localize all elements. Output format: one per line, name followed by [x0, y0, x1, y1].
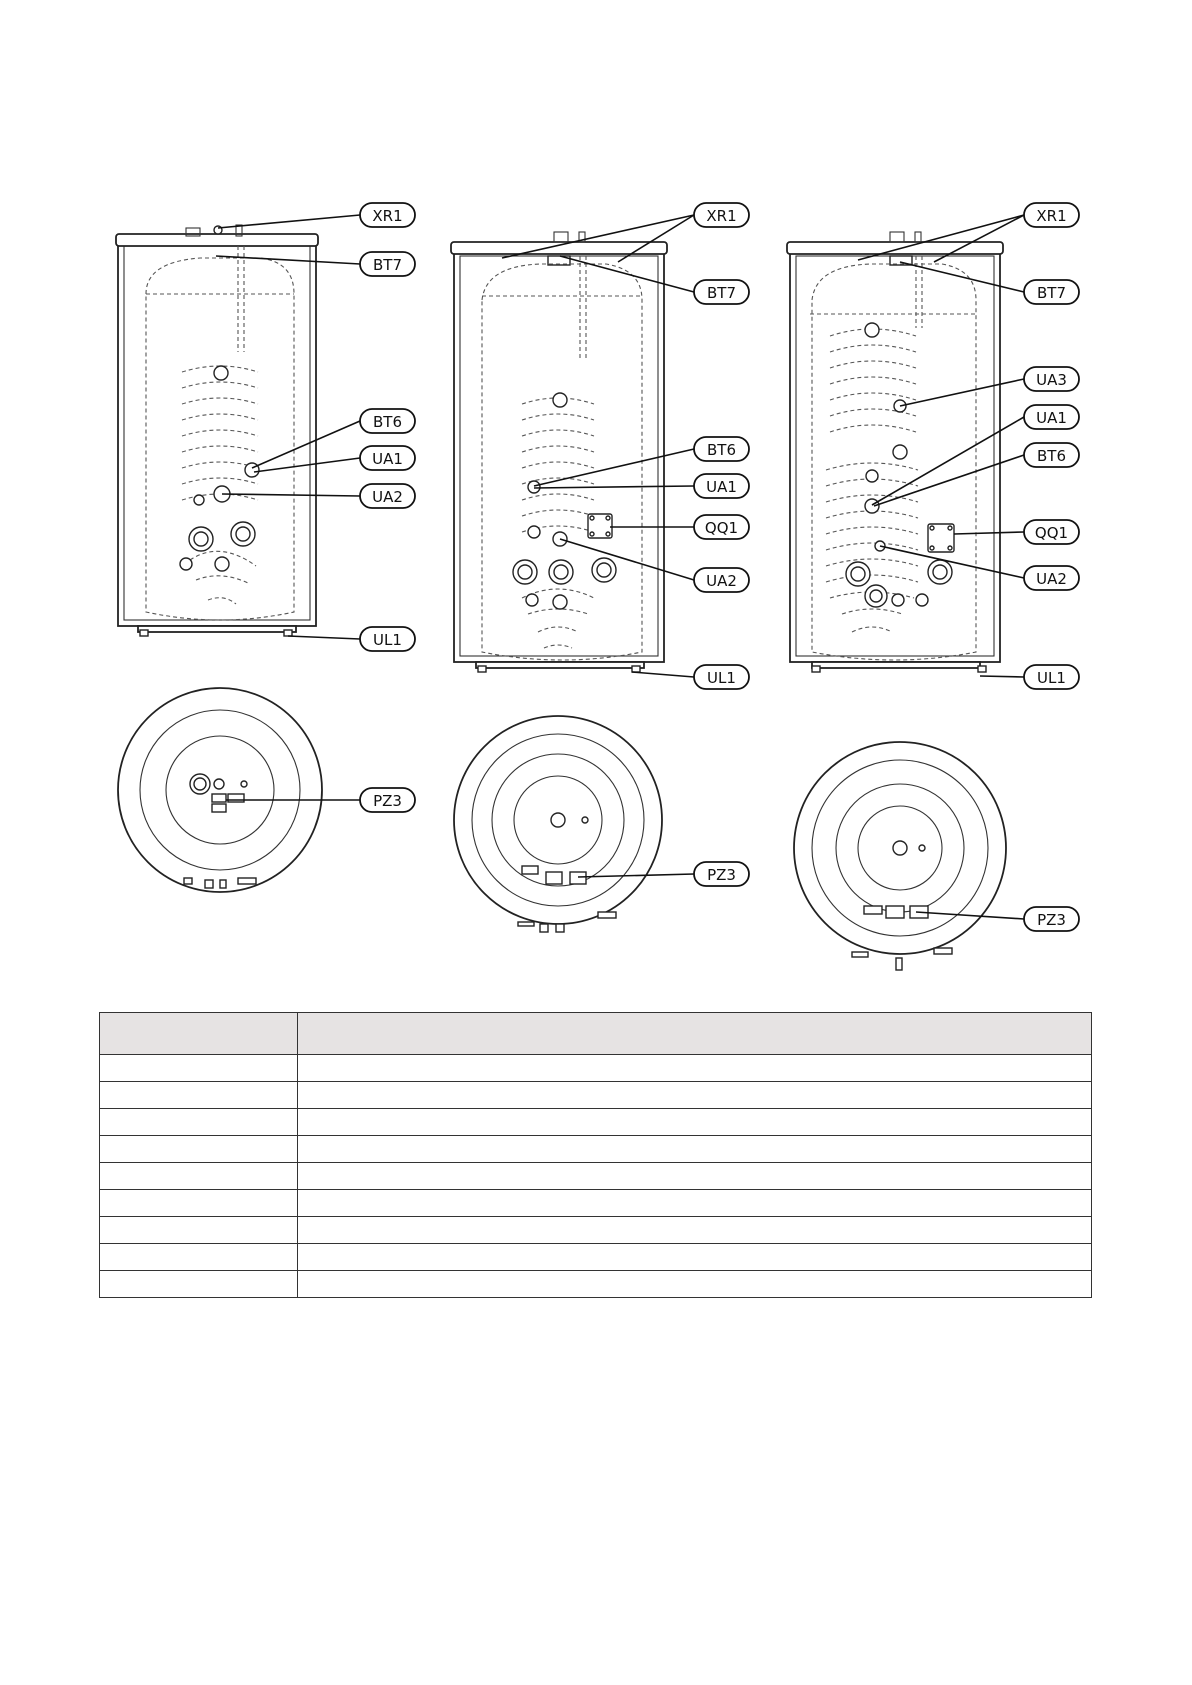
- table-row: [100, 1136, 1092, 1163]
- svg-text:BT6: BT6: [1037, 447, 1066, 465]
- table-row: [100, 1109, 1092, 1136]
- legend-header-cell-2: [298, 1013, 1092, 1055]
- label-ua1-tank-1: [360, 446, 415, 470]
- legend-cell-code: [100, 1055, 298, 1082]
- legend-cell-code: [100, 1190, 298, 1217]
- tank-1-top-view: [118, 688, 322, 892]
- legend-cell-code: [100, 1082, 298, 1109]
- legend-cell-code: [100, 1244, 298, 1271]
- legend-cell-description: [298, 1109, 1092, 1136]
- legend-table: [99, 1012, 1092, 1298]
- legend-cell-description: [298, 1271, 1092, 1298]
- svg-text:UA2: UA2: [706, 572, 737, 590]
- label-ul1-tank-3: [1024, 665, 1079, 689]
- tank-2-front-view: [451, 232, 667, 672]
- legend-header-row: [100, 1013, 1092, 1055]
- table-row: [100, 1055, 1092, 1082]
- legend-cell-description: [298, 1082, 1092, 1109]
- label-bt7-tank-1: [360, 252, 415, 276]
- label-xr1-tank-3: [1024, 203, 1079, 227]
- tank-1-front-view: [116, 225, 318, 636]
- svg-text:BT7: BT7: [707, 284, 736, 302]
- legend-cell-code: [100, 1163, 298, 1190]
- legend-cell-description: [298, 1190, 1092, 1217]
- svg-text:BT6: BT6: [373, 413, 402, 431]
- svg-text:XR1: XR1: [706, 207, 737, 225]
- label-ua3-tank-3: [1024, 367, 1079, 391]
- label-ua2-tank-3: [1024, 566, 1079, 590]
- label-pz3-tank-1: [360, 788, 415, 812]
- svg-text:UL1: UL1: [1037, 669, 1066, 687]
- svg-text:PZ3: PZ3: [707, 866, 736, 884]
- label-xr1-tank-2: [694, 203, 749, 227]
- table-row: [100, 1217, 1092, 1244]
- label-qq1-tank-3: [1024, 520, 1079, 544]
- svg-text:UA2: UA2: [1036, 570, 1067, 588]
- label-ua2-tank-2: [694, 568, 749, 592]
- svg-text:BT7: BT7: [373, 256, 402, 274]
- svg-text:UL1: UL1: [373, 631, 402, 649]
- tank-2-top-view: [454, 716, 662, 932]
- legend-cell-description: [298, 1055, 1092, 1082]
- svg-text:UA3: UA3: [1036, 371, 1067, 389]
- label-bt7-tank-2: [694, 280, 749, 304]
- svg-text:UA1: UA1: [706, 478, 737, 496]
- svg-text:PZ3: PZ3: [1037, 911, 1066, 929]
- svg-text:XR1: XR1: [372, 207, 403, 225]
- svg-text:UL1: UL1: [707, 669, 736, 687]
- label-pz3-tank-3: [1024, 907, 1079, 931]
- legend-cell-description: [298, 1163, 1092, 1190]
- tank-3-top-view: [794, 742, 1006, 970]
- label-ua1-tank-3: [1024, 405, 1079, 429]
- legend-table-container: [99, 1012, 1092, 1298]
- legend-cell-code: [100, 1271, 298, 1298]
- table-row: [100, 1190, 1092, 1217]
- label-ul1-tank-2: [694, 665, 749, 689]
- svg-text:PZ3: PZ3: [373, 792, 402, 810]
- legend-cell-code: [100, 1217, 298, 1244]
- label-bt7-tank-3: [1024, 280, 1079, 304]
- label-ua1-tank-2: [694, 474, 749, 498]
- svg-text:UA1: UA1: [372, 450, 403, 468]
- label-pz3-tank-2: [694, 862, 749, 886]
- label-bt6-tank-2: [694, 437, 749, 461]
- legend-cell-description: [298, 1217, 1092, 1244]
- svg-text:UA2: UA2: [372, 488, 403, 506]
- label-bt6-tank-1: [360, 409, 415, 433]
- table-row: [100, 1082, 1092, 1109]
- table-row: [100, 1163, 1092, 1190]
- svg-text:BT6: BT6: [707, 441, 736, 459]
- legend-cell-code: [100, 1136, 298, 1163]
- table-row: [100, 1244, 1092, 1271]
- label-qq1-tank-2: [694, 515, 749, 539]
- svg-text:QQ1: QQ1: [1034, 524, 1069, 542]
- svg-text:BT7: BT7: [1037, 284, 1066, 302]
- legend-cell-code: [100, 1109, 298, 1136]
- svg-text:QQ1: QQ1: [704, 519, 739, 537]
- label-ua2-tank-1: [360, 484, 415, 508]
- legend-cell-description: [298, 1244, 1092, 1271]
- svg-text:XR1: XR1: [1036, 207, 1067, 225]
- label-ul1-tank-1: [360, 627, 415, 651]
- tank-3-front-view: [787, 232, 1003, 672]
- legend-header-cell-1: [100, 1013, 298, 1055]
- legend-cell-description: [298, 1136, 1092, 1163]
- label-xr1-tank-1: [360, 203, 415, 227]
- svg-text:UA1: UA1: [1036, 409, 1067, 427]
- table-row: [100, 1271, 1092, 1298]
- label-bt6-tank-3: [1024, 443, 1079, 467]
